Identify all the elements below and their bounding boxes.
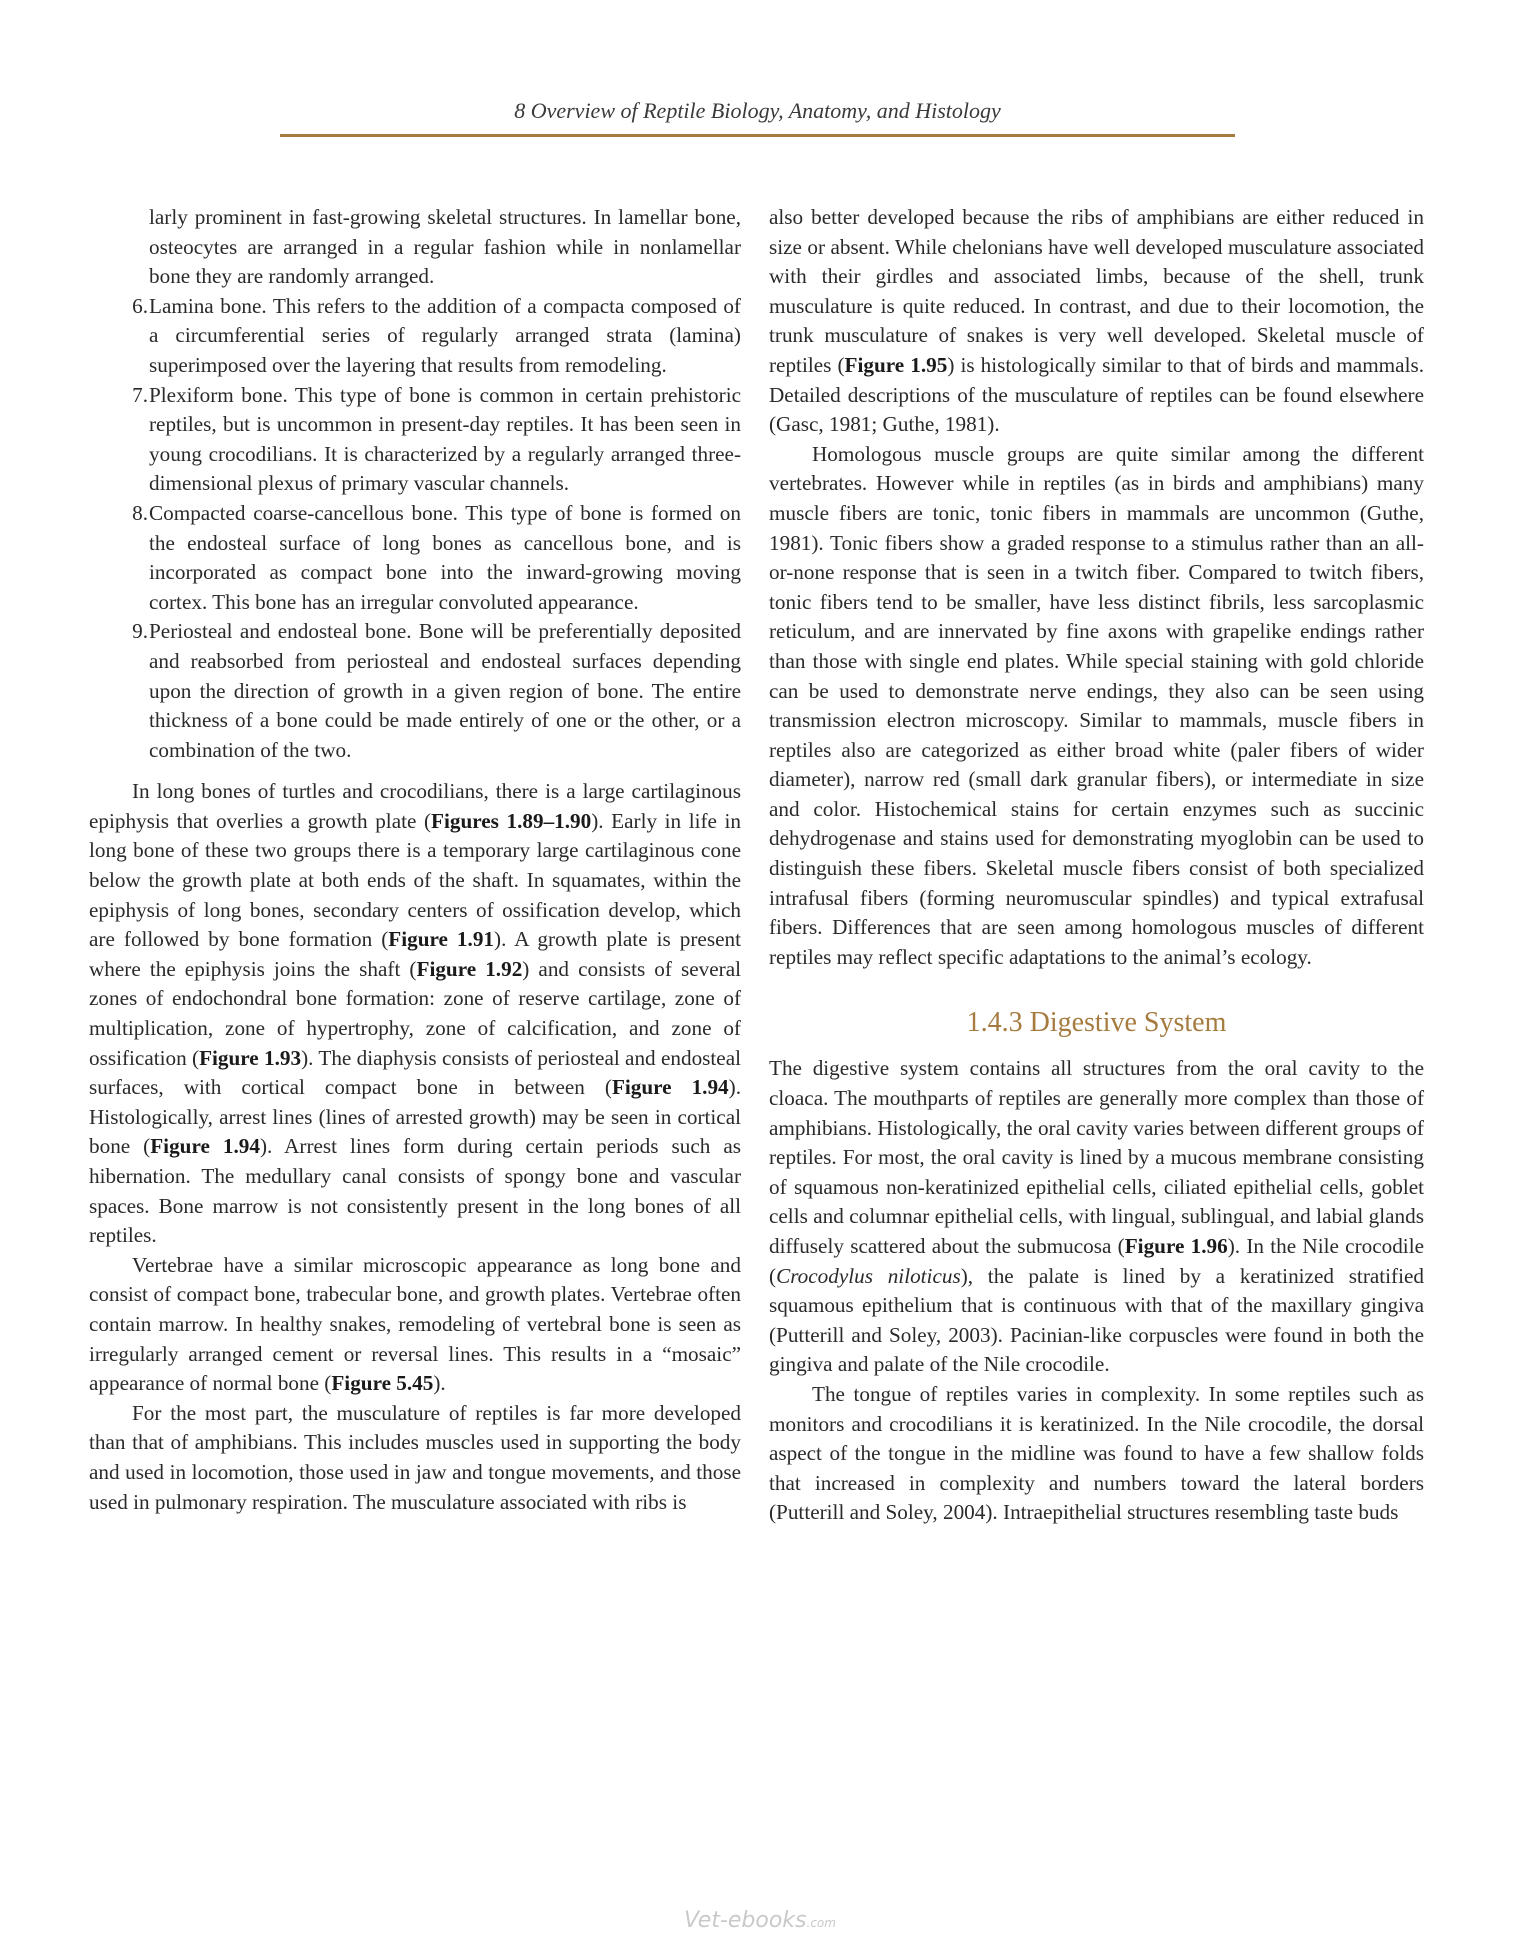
list-item-text: Periosteal and endosteal bone. Bone will be preferentially deposited and reabsorbed from periosteal and endosteal surfaces depending upon the direction of growth in a given region of bone. The entire thickness of a bone could be made entirely of one or the other, or a combination of the two.	[149, 619, 741, 762]
list-item	[89, 381, 741, 499]
list-number: 7.	[132, 382, 148, 407]
figure-reference: Figure 5.45	[331, 1371, 434, 1396]
paragraph: Vertebrae have a similar microscopic appearance as long bone and consist of compact bone, trabecular bone, and growth plates. Vertebrae often contain marrow. In healthy snakes, remodeling of vertebral bone is seen as irregularly arranged cement or reversal lines. This results in a “mosaic” appearance of normal bone (Figure 5.45).	[89, 1252, 741, 1396]
section-heading: 1.4.3 Digestive System	[966, 1007, 1227, 1039]
left-column	[89, 203, 741, 1517]
right-column	[769, 203, 1424, 1528]
running-head: 8 Overview of Reptile Biology, Anatomy, and Histology	[514, 98, 1001, 123]
list-item-continuation	[89, 203, 741, 292]
paragraph: In long bones of turtles and crocodilians, there is a large cartilaginous epiphysis that overlies a growth plate (Figures 1.89–1.90). Early in life in long bone of these two groups there is a temporary large cartilaginous cone below the growth plate at both ends of the shaft. In squamates, within the epiphysis of long bones, secondary centers of ossification develop, which are followed by bone formation (Figure 1.91). A growth plate is present where the epiphysis joins the shaft (Figure 1.92) and consists of several zones of endochondral bone formation: zone of reserve cartilage, zone of multiplication, zone of hypertrophy, zone of calcification, and zone of ossification (Figure 1.93). The diaphysis consists of periosteal and endosteal surfaces, with cortical compact bone in between (Figure 1.94). Histologically, arrest lines (lines of arrested growth) may be seen in cortical bone (Figure 1.94). Arrest lines form during certain periods such as hibernation. The medullary canal consists of spongy bone and vascular spaces. Bone marrow is not consistently present in the long bones of all reptiles.	[89, 779, 742, 1248]
list-item	[89, 617, 741, 765]
list-item-text: Plexiform bone. This type of bone is common in certain prehistoric reptiles, but is uncommon in present-day reptiles. It has been seen in young crocodilians. It is characterized by a regularly arranged three-dimensional plexus of primary vascular channels.	[149, 382, 741, 496]
species-name: Crocodylus niloticus	[776, 1263, 961, 1288]
paragraph: The digestive system contains all structures from the oral cavity to the cloaca. The mouthparts of reptiles are generally more complex than those of amphibians. Histologically, the oral cavity varies between different groups of reptiles. For most, the oral cavity is lined by a mucous membrane consisting of squamous non-keratinized epithelial cells, ciliated epithelial cells, goblet cells and columnar epithelial cells, with lingual, sublingual, and labial glands diffusely scattered about the submucosa (Figure 1.96). In the Nile crocodile (Crocodylus niloticus), the palate is lined by a keratinized stratified squamous epithelium that is continuous with that of the maxillary gingiva (Putterill and Soley, 2003). Pacinian-like corpuscles were found in both the gingiva and palate of the Nile crocodile.	[769, 1056, 1424, 1377]
list-number: 6.	[132, 293, 148, 318]
figure-reference: Figure 1.94	[611, 1075, 729, 1100]
list-item-text: larly prominent in fast-growing skeletal structures. In lamellar bone, osteocytes are arranged in a regular fashion while in nonlamellar bone they are randomly arranged.	[149, 205, 741, 289]
paragraph: For the most part, the musculature of reptiles is far more developed than that of amphibians. This includes muscles used in supporting the body and used in locomotion, those used in jaw and tongue movements, and those used in pulmonary respiration. The musculature associated with ribs is	[89, 1400, 741, 1514]
list-item-text: Compacted coarse-cancellous bone. This type of bone is formed on the endosteal surface of long bones as cancellous bone, and is incorporated as compact bone into the inward-growing moving cortex. This bone has an irregular convoluted appearance.	[149, 500, 741, 614]
list-number: 8.	[132, 500, 148, 525]
paragraph: Homologous muscle groups are quite similar among the different vertebrates. However while in reptiles (as in birds and amphibians) many muscle fibers are tonic, tonic fibers in mammals are uncommon (Guthe, 1981). Tonic fibers show a graded response to a stimulus rather than an all-or-none response that is seen in a twitch fiber. Compared to twitch fibers, tonic fibers tend to be smaller, have less distinct fibrils, less sarcoplasmic reticulum, and are innervated by fine axons with grapelike endings rather than those with single end plates. While special staining with gold chloride can be used to demonstrate nerve endings, they also can be seen using transmission electron microscopy. Similar to mammals, muscle fibers in reptiles also are categorized as either broad white (paler fibers of wider diameter), narrow red (small dark granular fibers), or intermediate in size and color. Histochemical stains for certain enzymes such as succinic dehydrogenase and stains used for demonstrating myoglobin can be used to distinguish these fibers. Skeletal muscle fibers consist of both specialized intrafusal fibers (forming neuromuscular spindles) and typical extrafusal fibers. Differences that are seen among homologous muscles of different reptiles may reflect specific adaptations to the animal’s ecology.	[769, 441, 1424, 969]
figure-reference: Figure 1.91	[388, 927, 495, 952]
list-item	[89, 499, 741, 617]
watermark: Vet-ebooks.com	[684, 1908, 836, 1933]
figure-reference: Figures 1.89–1.90	[431, 808, 592, 833]
list-number: 9.	[132, 619, 148, 644]
figure-reference: Figure 1.95	[844, 352, 948, 377]
figure-reference: Figure 1.96	[1124, 1234, 1228, 1258]
paragraph: The tongue of reptiles varies in complexity. In some reptiles such as monitors and crocodilians it is keratinized. In the Nile crocodile, the dorsal aspect of the tongue in the midline was found to have a few shallow folds that increased in complexity and numbers toward the lateral borders (Putterill and Soley, 2004). Intraepithelial structures resembling taste buds	[769, 1381, 1424, 1525]
figure-reference: Figure 1.92	[416, 956, 523, 981]
figure-reference: Figure 1.94	[150, 1134, 260, 1159]
header-rule	[280, 134, 1235, 137]
figure-reference: Figure 1.93	[199, 1045, 302, 1070]
paragraph: also better developed because the ribs of amphibians are either reduced in size or absent. While chelonians have well developed musculature associated with their girdles and associated limbs, because of the shell, trunk musculature is quite reduced. In contrast, and due to their locomotion, the trunk musculature of snakes is very well developed. Skeletal muscle of reptiles (Figure 1.95) is histologically similar to that of birds and mammals. Detailed descriptions of the musculature of reptiles can be found elsewhere (Gasc, 1981; Guthe, 1981).	[769, 205, 1424, 437]
list-item	[89, 292, 741, 381]
list-item-text: Lamina bone. This refers to the addition of a compacta composed of a circumferential series of regularly arranged strata (lamina) superimposed over the layering that results from remodeling.	[149, 293, 741, 377]
